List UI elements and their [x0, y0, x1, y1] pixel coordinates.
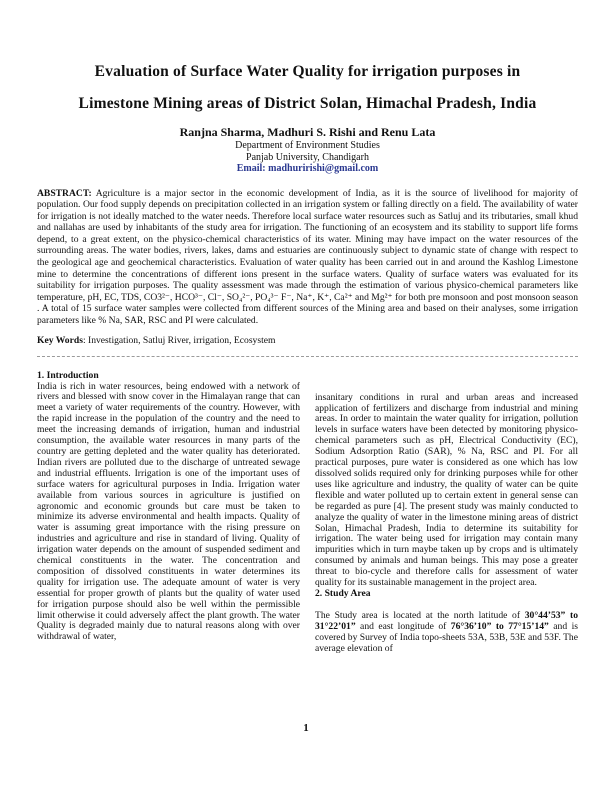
study-area-longitude: 76°36’10” to 77°15’14”: [450, 620, 549, 632]
two-column-body: [37, 371, 578, 655]
right-column: [315, 371, 578, 655]
affiliation-department: Department of Environment Studies: [235, 140, 380, 151]
abstract-paragraph: [37, 188, 578, 327]
page-number: 1: [303, 722, 309, 734]
study-area-heading: 2. Study Area: [315, 587, 371, 599]
study-area-seg-2: and east longitude of: [355, 620, 451, 632]
introduction-heading: 1. Introduction: [37, 369, 99, 381]
study-area-seg-1: The Study area is located at the north latitude of: [315, 609, 525, 621]
study-area-paragraph: [315, 611, 578, 655]
paper-title-line-1: Evaluation of Surface Water Quality for irrigation purposes in: [94, 63, 521, 80]
affiliation-university: Panjab University, Chandigarh: [246, 151, 369, 163]
introduction-paragraph-left: India is rich in water resources, being endowed with a network of rivers and blessed with snow cover in the Himalayan range that can meet a variety of water requirements of the country. However, with the rapid increase in the population of the country and the need to meet the increasing demands of irrigation, human and industrial consumption, the available water resources in many parts of the country are getting depleted and the water quality has deteriorated. Indian rivers are polluted due to the discharge of untreated sewage and industrial effluents. Irrigation is one of the important uses of surface waters for agricultural purposes in India. Irrigation water available from various sources in agriculture is justified on agronomic and economic grounds but care must be taken to minimize its adverse environmental and health impacts. Quality of water is assuming great importance with the rising pressure on industries and agriculture and rise in standard of living. Quality of irrigation water depends on the amount of suspended sediment and chemical constituents in the water. The concentration and composition of dissolved constituents in water determines its quality for irrigation use. The adequate amount of water is very essential for proper growth of plants but the quality of water used for irrigation purpose should also be well within the permissible limit otherwise it could adversely affect the plant growth. The water Quality is degraded mainly due to natural reasons along with over withdrawal of water,: [37, 380, 300, 643]
author-email-link[interactable]: Email: madhuririshi@gmail.com: [236, 163, 379, 174]
abstract-text: Agriculture is a major sector in the economic development of India, as it is the source of livelihood for majority of population. Our food supply depends on precipitation collected in an irrigation system or falling directly on a field. The availability of water for irrigation is not ideally matched to the water needs. Therefore local surface water resources such as Satluj and its tributaries, small khud and nallahas are used by inhabitants of the study area for irrigation. The functioning of an ecosystem and its stability to support life forms depend, to a great extent, on the physico-chemical characteristics of its water. Mining may have impact on the water resources of the surrounding areas. The water bodies, rivers, lakes, dams and estuaries are continuously subject to dynamic state of change with respect to the geological age and geochemical characteristics. Evaluation of water quality has been carried out in and around the Kashlog Limestone mine to determine the concentrations of different ions present in the surface waters. Quality of surface waters was evaluated for its suitability for irrigation purposes. The quality assessment was made through the estimation of various physico-chemical parameters like temperature, pH, EC, TDS, CO3²⁻, HCO³⁻, Cl⁻, SO₄²⁻, PO₄³⁻ F⁻, Na⁺, K⁺, Ca²⁺ and Mg²⁺ for both pre monsoon and post monsoon season . A total of 15 surface water samples were collected from different sources of the Mining area and based on their analyses, some irrigation parameters like % Na, SAR, RSC and PI were calculated.: [37, 187, 579, 327]
keywords-line: [37, 335, 578, 347]
keywords-text: : Investigation, Satluj River, irrigation, Ecosystem: [82, 334, 276, 346]
paper-title-line-2: Limestone Mining areas of District Solan, Himachal Pradesh, India: [78, 95, 537, 112]
page-content: [37, 56, 578, 654]
authors-line: Ranjna Sharma, Madhuri S. Rishi and Renu Lata: [179, 125, 436, 139]
study-area-latitude: 30°44’53” to 31°22’01”: [315, 609, 578, 632]
study-area-seg-3: and is covered by Survey of India topo-sheets 53A, 53B, 53E and 53F. The average elevation of: [315, 620, 578, 654]
left-column: [37, 371, 300, 655]
abstract-label: ABSTRACT:: [37, 187, 92, 199]
section-divider: [37, 356, 578, 357]
introduction-paragraph-right: insanitary conditions in rural and urban areas and increased application of fertilizers and discharge from industrial and mining areas. In order to maintain the water quality for irrigation, pollution levels in surface waters have been detected by monitoring physico-chemical parameters such as pH, Electrical Conductivity (EC), Sodium Adsorption Ratio (SAR), % Na, RSC and PI. For all practical purposes, pure water is considered as one which has low dissolved solids required only for drinking purposes while for other uses like agriculture and industry, the quality of water can be quite flexible and water polluted up to certain extent in general sense can be regarded as pure [4]. The present study was mainly conducted to analyze the quality of water in the limestone mining areas of district Solan, Himachal Pradesh, India to determine its suitability for irrigation. The water being used for irrigation may contain many impurities which in turn maybe taken up by crops and is ultimately consumed by animals and human beings. This may pose a greater threat to bio-cycle and therefore calls for assessment of water quality for its sustainable management in the project area.: [315, 391, 578, 589]
keywords-label: Key Words: [37, 334, 83, 346]
